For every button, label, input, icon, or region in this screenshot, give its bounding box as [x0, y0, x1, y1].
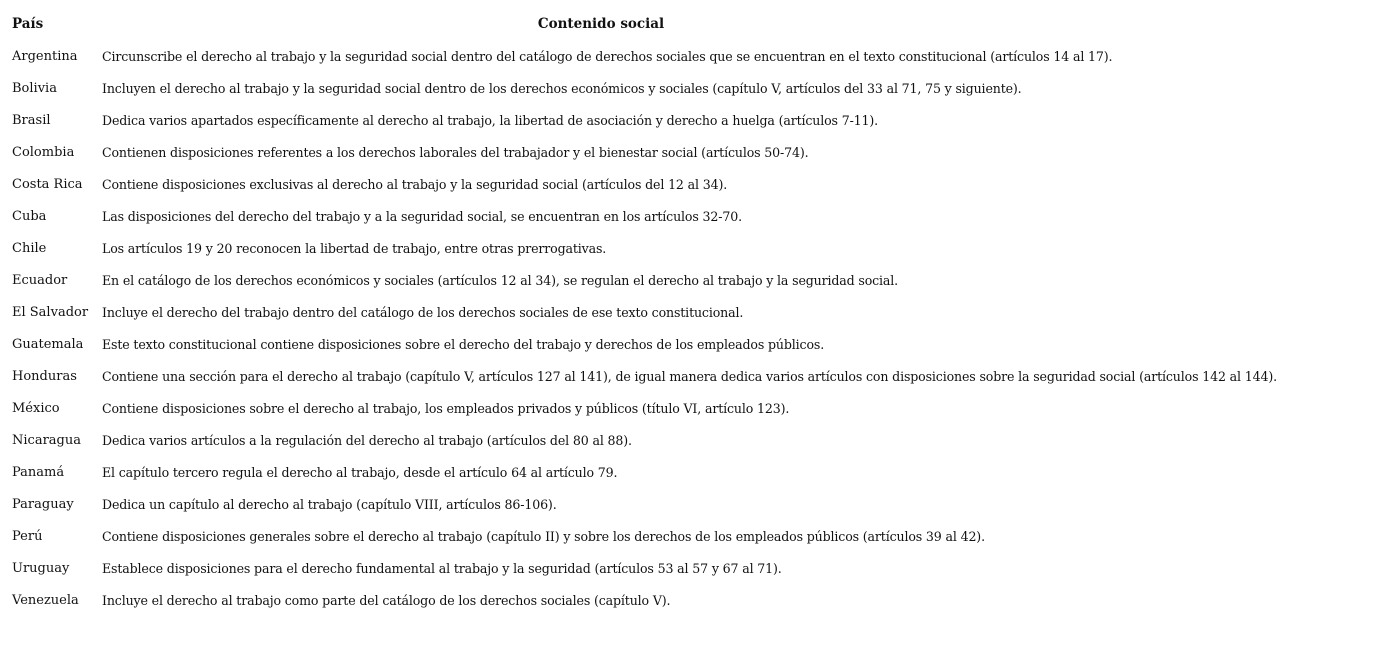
table-row	[0, 200, 1373, 232]
content-cell: Dedica un capítulo al derecho al trabajo (capítulo VIII, artículos 86-106).	[102, 496, 557, 512]
table-row	[0, 72, 1373, 104]
content-cell: Establece disposiciones para el derecho fundamental al trabajo y la seguridad (artículos 53 al 57 y 67 al 71).	[102, 560, 782, 576]
content-cell: Circunscribe el derecho al trabajo y la seguridad social dentro del catálogo de derechos sociales que se encuentran en el texto constitucional (artículos 14 al 17).	[102, 48, 1113, 64]
content-cell: Incluye el derecho del trabajo dentro del catálogo de los derechos sociales de ese texto constitucional.	[102, 304, 744, 320]
table-row	[0, 520, 1373, 552]
country-cell: El Salvador	[12, 304, 89, 320]
header-country: País	[12, 16, 44, 32]
content-cell: Este texto constitucional contiene disposiciones sobre el derecho del trabajo y derechos de los empleados públicos.	[102, 336, 825, 352]
country-cell: Argentina	[12, 48, 78, 64]
table-row	[0, 328, 1373, 360]
country-cell: Costa Rica	[12, 176, 83, 192]
table-row	[0, 392, 1373, 424]
table-row	[0, 552, 1373, 584]
country-cell: Chile	[12, 240, 47, 256]
country-cell: Paraguay	[12, 496, 74, 512]
content-cell: Contienen disposiciones referentes a los derechos laborales del trabajador y el bienestar social (artículos 50-74).	[102, 144, 809, 160]
country-cell: Uruguay	[12, 560, 70, 576]
content-cell: Las disposiciones del derecho del trabajo y a la seguridad social, se encuentran en los artículos 32-70.	[102, 208, 742, 224]
table-row	[0, 136, 1373, 168]
header-content: Contenido social	[537, 16, 665, 32]
table-row	[0, 104, 1373, 136]
table-header-row	[0, 8, 1373, 40]
content-cell: Dedica varios artículos a la regulación del derecho al trabajo (artículos del 80 al 88).	[102, 432, 632, 448]
content-cell: En el catálogo de los derechos económicos y sociales (artículos 12 al 34), se regulan el derecho al trabajo y la seguridad social.	[102, 272, 899, 288]
content-cell: El capítulo tercero regula el derecho al trabajo, desde el artículo 64 al artículo 79.	[102, 464, 618, 480]
table-row	[0, 584, 1373, 616]
table-row	[0, 40, 1373, 72]
content-cell: Dedica varios apartados específicamente al derecho al trabajo, la libertad de asociación y derecho a huelga (artículos 7-11).	[102, 112, 879, 128]
table-row	[0, 296, 1373, 328]
content-cell: Contiene disposiciones exclusivas al derecho al trabajo y la seguridad social (artículos del 12 al 34).	[102, 176, 728, 192]
table-row	[0, 456, 1373, 488]
country-cell: Perú	[12, 528, 43, 544]
table-row	[0, 168, 1373, 200]
constitutions-table	[0, 8, 1373, 616]
content-cell: Incluyen el derecho al trabajo y la seguridad social dentro de los derechos económicos y sociales (capítulo V, artículos del 33 al 71, 75 y siguiente).	[102, 80, 1022, 96]
country-cell: Venezuela	[12, 592, 79, 608]
content-cell: Incluye el derecho al trabajo como parte del catálogo de los derechos sociales (capítulo V).	[102, 592, 671, 608]
country-cell: México	[12, 400, 60, 416]
country-cell: Nicaragua	[12, 432, 81, 448]
content-cell: Contiene disposiciones generales sobre el derecho al trabajo (capítulo II) y sobre los derechos de los empleados públicos (artículos 39 al 42).	[102, 528, 985, 544]
content-cell: Contiene disposiciones sobre el derecho al trabajo, los empleados privados y públicos (título VI, artículo 123).	[102, 400, 790, 416]
country-cell: Honduras	[12, 368, 77, 384]
country-cell: Bolivia	[12, 80, 57, 96]
country-cell: Brasil	[12, 112, 51, 128]
table-row	[0, 264, 1373, 296]
table-row	[0, 424, 1373, 456]
table-row	[0, 232, 1373, 264]
country-cell: Panamá	[12, 464, 65, 480]
table-row	[0, 360, 1373, 392]
country-cell: Colombia	[12, 144, 75, 160]
country-cell: Guatemala	[12, 336, 84, 352]
content-cell: Contiene una sección para el derecho al trabajo (capítulo V, artículos 127 al 141), de igual manera dedica varios artículos con disposiciones sobre la seguridad social (artículos 142 al 144).	[102, 368, 1277, 384]
content-cell: Los artículos 19 y 20 reconocen la libertad de trabajo, entre otras prerrogativas.	[102, 240, 607, 256]
country-cell: Cuba	[12, 208, 47, 224]
country-cell: Ecuador	[12, 272, 68, 288]
table-row	[0, 488, 1373, 520]
